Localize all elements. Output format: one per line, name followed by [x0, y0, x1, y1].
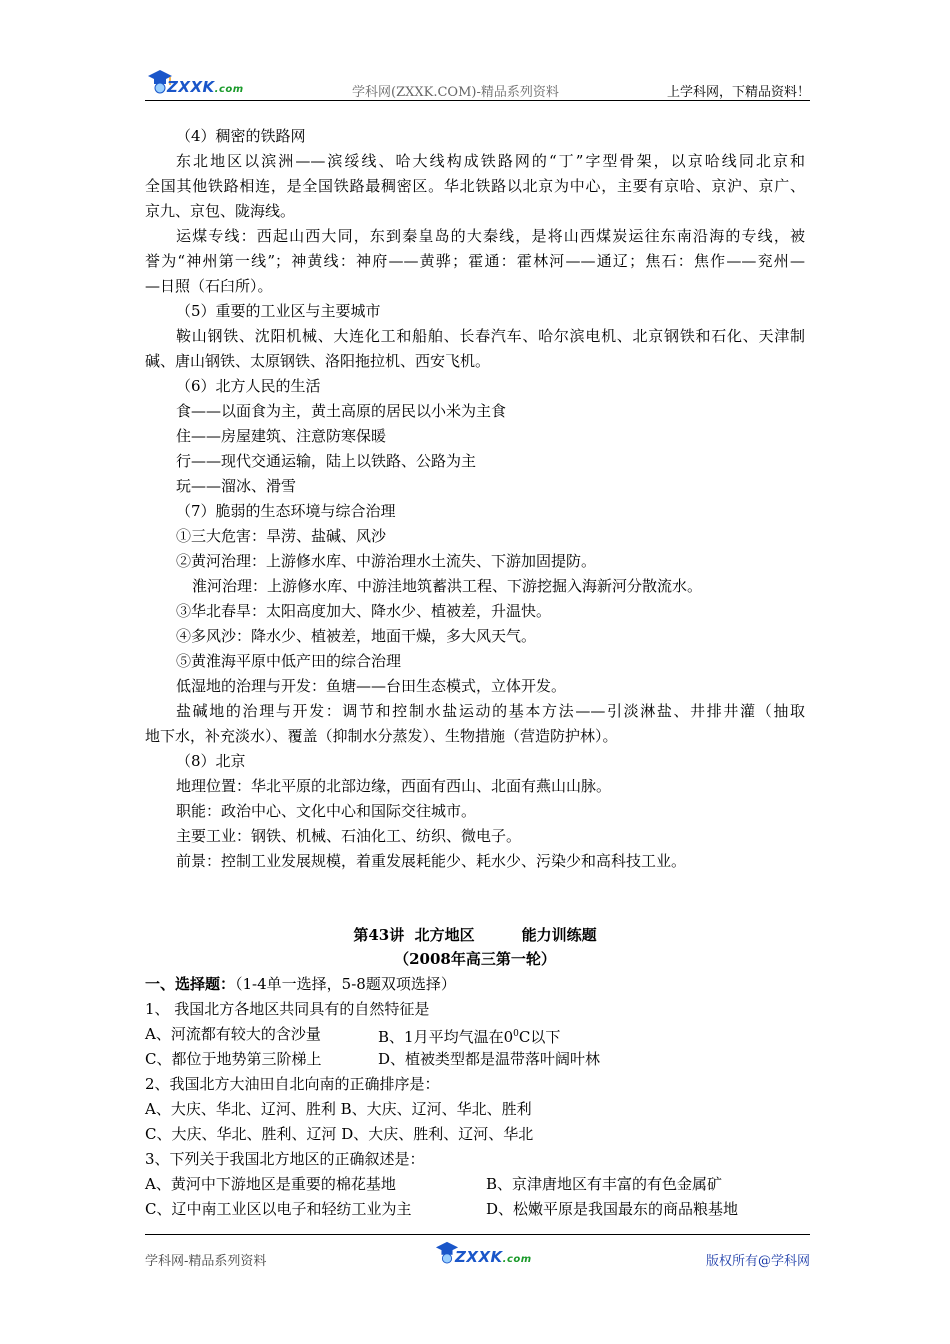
paragraph-line: 盐碱地的治理与开发：调节和控制水盐运动的基本方法——引淡淋盐、井排井灌（抽取: [176, 702, 805, 720]
options-cd: C、大庆、华北、胜利、辽河 D、大庆、胜利、辽河、华北: [145, 1125, 534, 1143]
option-c: C、辽中南工业区以电子和轻纺工业为主: [145, 1200, 412, 1218]
option-d: D、松嫩平原是我国最东的商品粮基地: [486, 1200, 739, 1218]
zxxk-logo[interactable]: [145, 62, 255, 100]
logo-wordmark: ZXXK.com: [455, 1248, 532, 1266]
list-item: 食——以面食为主，黄土高原的居民以小米为主食: [176, 402, 507, 420]
page-header: [145, 62, 810, 102]
zxxk-footer-logo[interactable]: [435, 1236, 545, 1270]
question-2: 2、我国北方大油田自北向南的正确排序是：: [145, 1075, 440, 1093]
footer-divider: [145, 1234, 810, 1235]
paragraph-line: 鞍山钢铁、沈阳机械、大连化工和船舶、长春汽车、哈尔滨电机、北京钢铁和石化、天津制: [176, 327, 805, 345]
paragraph-line: 誉为“神州第一线”；神黄线：神府——黄骅；霍通：霍林河——通辽；焦石：焦作——兖州—: [145, 252, 805, 270]
section-heading: （5）重要的工业区与主要城市: [176, 302, 381, 320]
list-item: ④多风沙：降水少、植被差，地面干燥，多大风天气。: [176, 627, 537, 645]
section-heading: （8）北京: [176, 752, 246, 770]
section-heading: （4）稠密的铁路网: [176, 127, 306, 145]
header-divider: [145, 100, 810, 101]
list-item: ③华北春旱：太阳高度加大、降水少、植被差，升温快。: [176, 602, 552, 620]
logo-wordmark: ZXXK.com: [167, 78, 244, 96]
paragraph-line: 东北地区以滨洲——滨绥线、哈大线构成铁路网的“丁”字型骨架，以京哈线同北京和: [176, 152, 805, 170]
list-item: ①三大危害：旱涝、盐碱、风沙: [176, 527, 387, 545]
header-slogan: 上学科网，下精品资料！: [666, 85, 810, 100]
question-1: 1、 我国北方各地区共同具有的自然特征是: [145, 1000, 430, 1018]
list-item: 地理位置：华北平原的北部边缘，西面有西山、北面有燕山山脉。: [176, 777, 612, 795]
option-a: A、黄河中下游地区是重要的棉花基地: [145, 1175, 396, 1193]
option-d: D、植被类型都是温带落叶阔叶林: [378, 1050, 601, 1068]
list-item: 前景：控制工业发展规模，着重发展耗能少、耗水少、污染少和高科技工业。: [176, 852, 687, 870]
exercise-title: 第43讲 北方地区 能力训练题: [353, 926, 597, 944]
option-c: C、都位于地势第三阶梯上: [145, 1050, 322, 1068]
paragraph-line: 全国其他铁路相连，是全国铁路最稠密区。华北铁路以北京为中心，主要有京哈、京沪、京广、: [145, 177, 805, 195]
list-item: 行——现代交通运输，陆上以铁路、公路为主: [176, 452, 477, 470]
footer-copyright-link[interactable]: 版权所有@学科网: [705, 1254, 810, 1269]
list-item: 淮河治理：上游修水库、中游洼地筑蓄洪工程、下游挖掘入海新河分散流水。: [192, 577, 703, 595]
option-a: A、河流都有较大的含沙量: [145, 1025, 321, 1043]
paragraph-line: 运煤专线：西起山西大同，东到秦皇岛的大秦线，是将山西煤炭运往东南沿海的专线，被: [176, 227, 805, 245]
part-heading: 一、选择题：（1-4单一选择，5-8题双项选择）: [145, 975, 456, 993]
list-item: 玩——溜冰、滑雪: [176, 477, 297, 495]
section-heading: （7）脆弱的生态环境与综合治理: [176, 502, 396, 520]
exercise-subtitle: （2008年高三第一轮）: [394, 950, 556, 968]
list-item: ②黄河治理：上游修水库、中游治理水土流失、下游加固提防。: [176, 552, 597, 570]
paragraph-line: 京九、京包、陇海线。: [145, 202, 296, 220]
list-item: 低湿地的治理与开发：鱼塘——台田生态模式，立体开发。: [176, 677, 567, 695]
list-item: 主要工业：钢铁、机械、石油化工、纺织、微电子。: [176, 827, 522, 845]
paragraph-line: 碱、唐山钢铁、太原钢铁、洛阳拖拉机、西安飞机。: [145, 352, 491, 370]
footer-left-text: 学科网-精品系列资料: [145, 1254, 267, 1269]
option-b: B、京津唐地区有丰富的有色金属矿: [486, 1175, 723, 1193]
option-b: B、1月平均气温在$0^0C$以下: [378, 1028, 561, 1046]
paragraph-line: —日照（石臼所）。: [145, 277, 273, 295]
header-site-title: 学科网(ZXXK.COM)-精品系列资料: [352, 85, 559, 100]
page-footer: [145, 1234, 810, 1274]
list-item: ⑤黄淮海平原中低产田的综合治理: [176, 652, 402, 670]
paragraph-line: 地下水，补充淡水）、覆盖（抑制水分蒸发）、生物措施（营造防护林）。: [145, 727, 618, 745]
options-ab: A、大庆、华北、辽河、胜利 B、大庆、辽河、华北、胜利: [145, 1100, 532, 1118]
list-item: 职能：政治中心、文化中心和国际交往城市。: [176, 802, 477, 820]
question-3: 3、下列关于我国北方地区的正确叙述是：: [145, 1150, 425, 1168]
section-heading: （6）北方人民的生活: [176, 377, 321, 395]
list-item: 住——房屋建筑、注意防寒保暖: [176, 427, 387, 445]
